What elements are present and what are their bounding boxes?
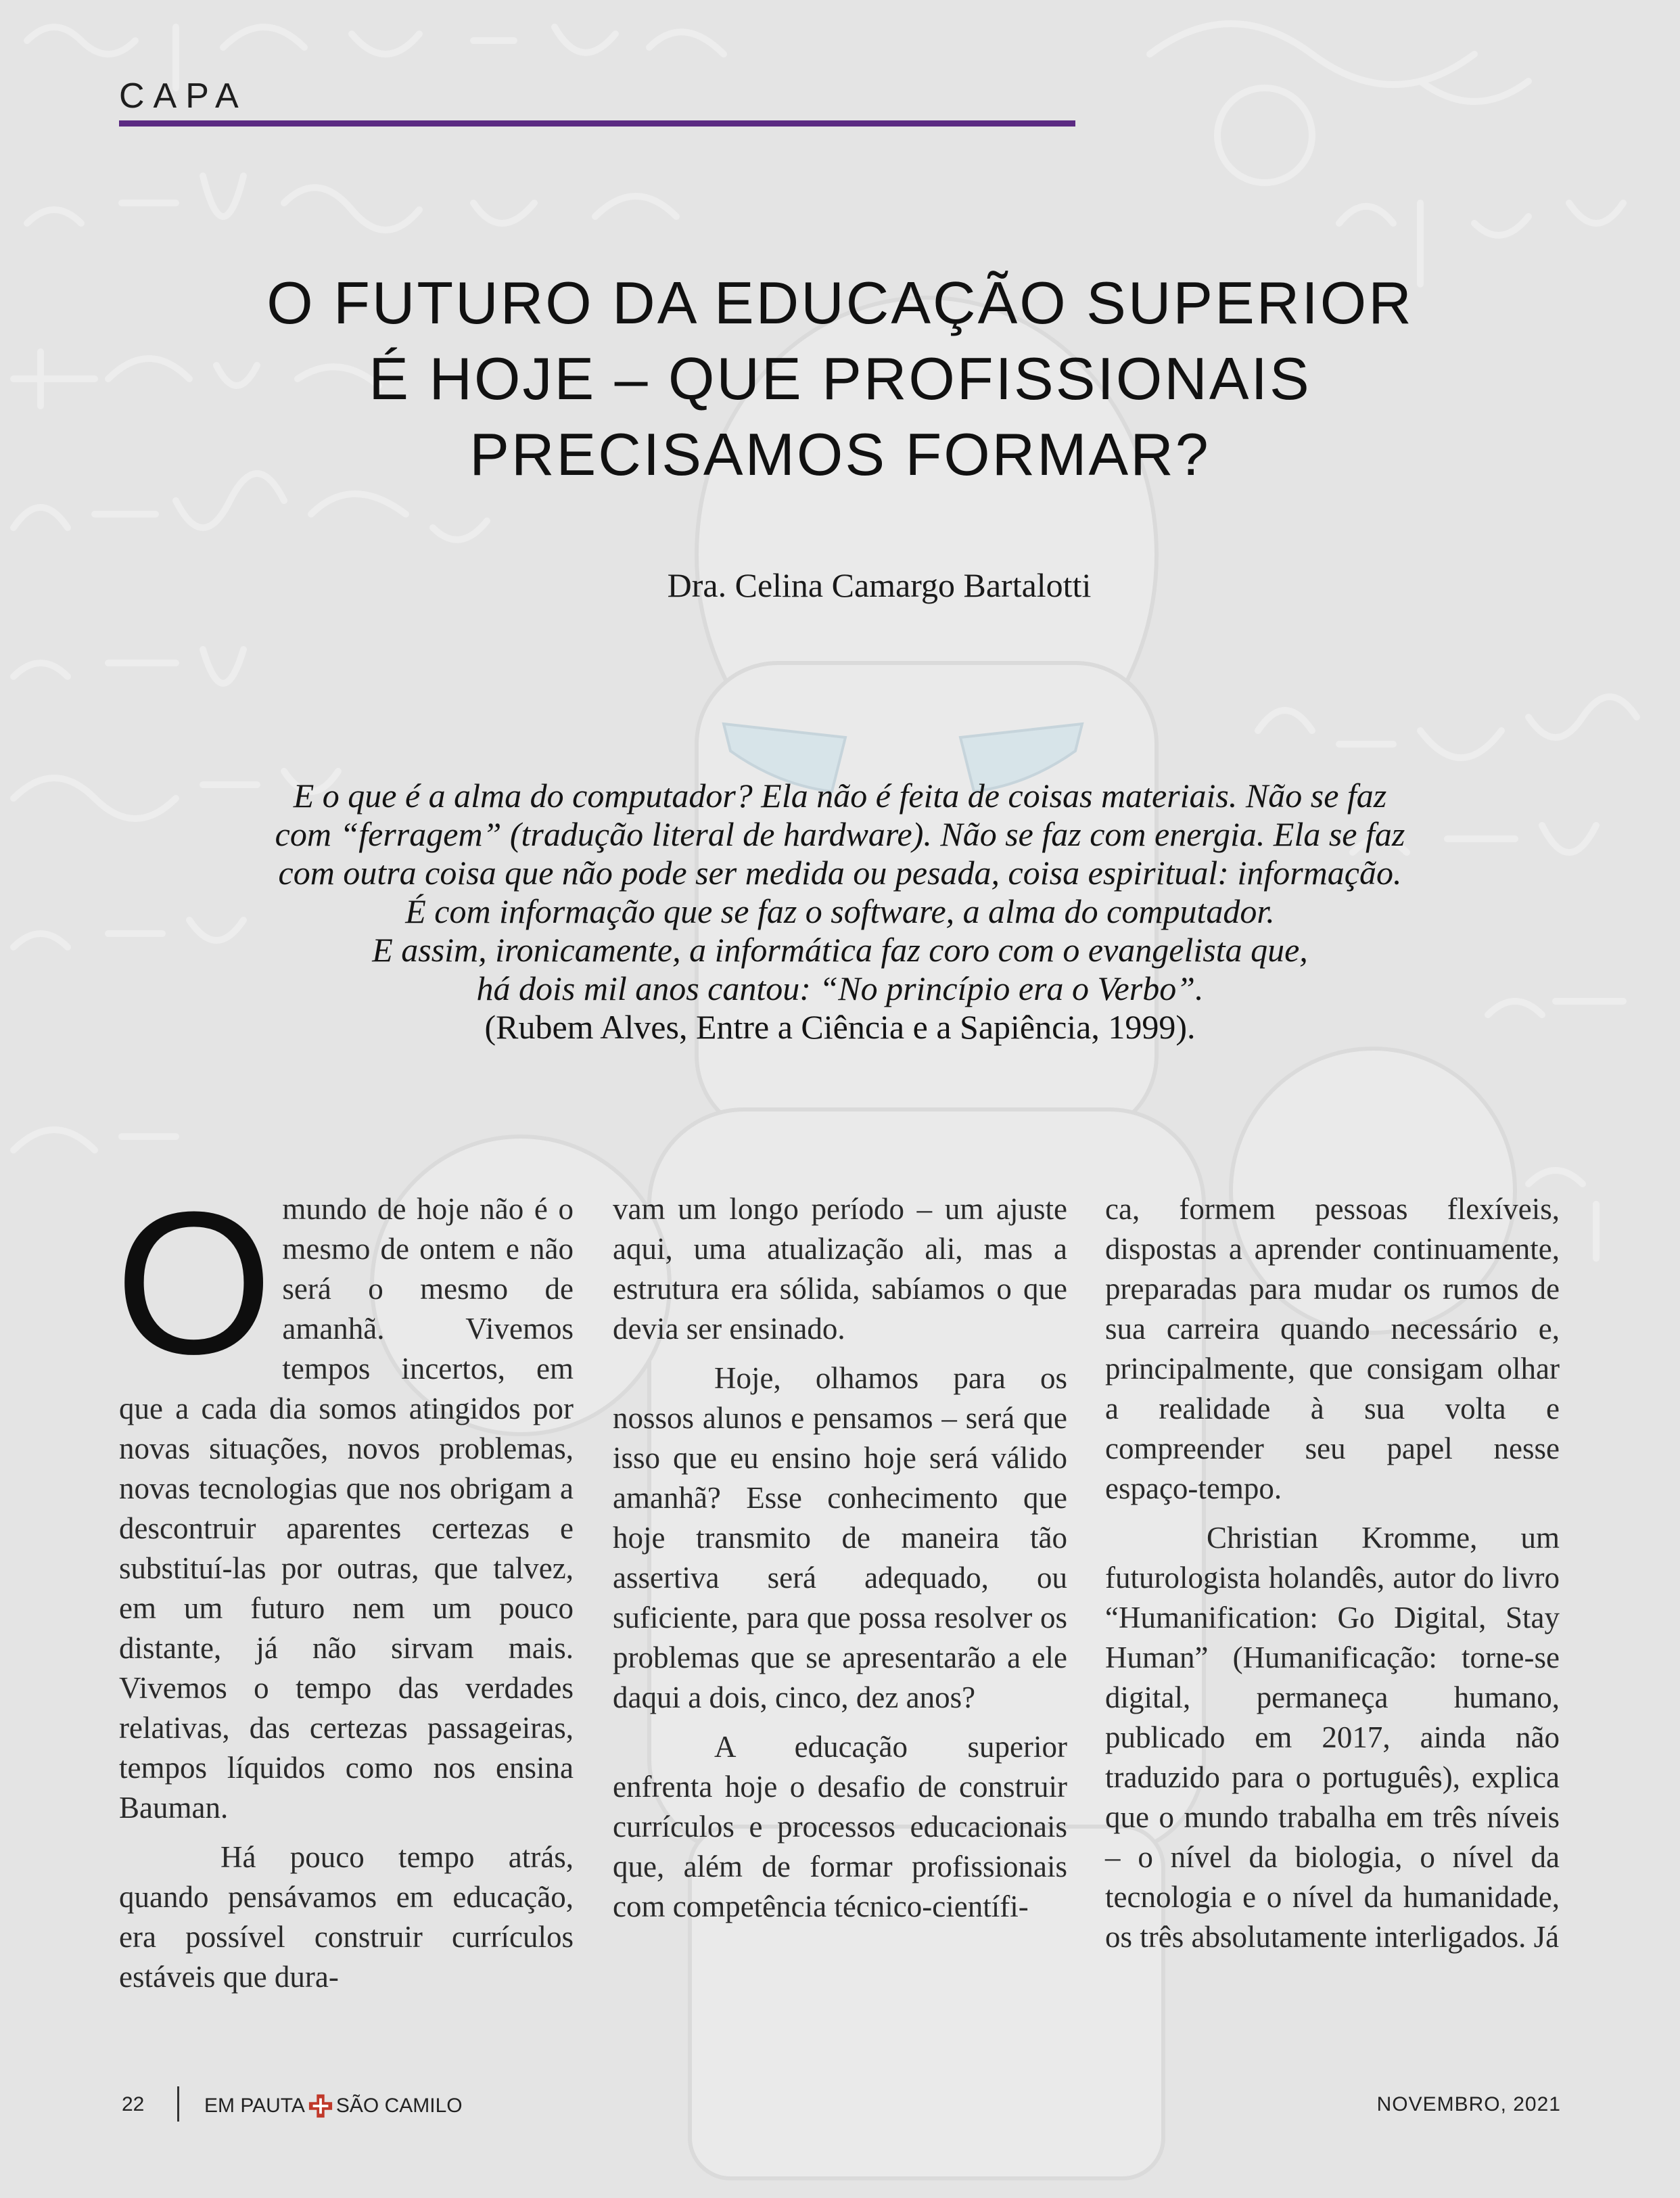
magazine-name-right: SÃO CAMILO: [335, 2094, 463, 2117]
body-paragraph: Christian Kromme, um futurologista holandês, autor do livro “Humanification: Go Digital, Stay Human” (Humanificação: torne-se digital, permaneça humano, publicado em 2017, ainda não traduzido para o português), explica que o mundo trabalha em três níveis – o nível da biologia, o nível da tecnologia e o nível da humanidade, os três absolutamente interligados. Já: [1105, 1521, 1560, 1954]
epigraph-line: com outra coisa que não pode ser medida ou pesada, coisa espiritual: informação.: [278, 854, 1402, 892]
section-label: CAPA: [119, 76, 248, 116]
body-column-1: [115, 1169, 574, 2007]
magazine-name: [204, 2093, 463, 2119]
epigraph-source: (Rubem Alves, Entre a Ciência e a Sapiência, 1999).: [484, 1008, 1196, 1046]
body-paragraph: vam um longo período – um ajuste aqui, uma atualização ali, mas a estrutura era sólida, sabíamos o que devia ser ensinado.: [613, 1192, 1067, 1346]
page-number: 22: [122, 2093, 145, 2115]
epigraph-line: É com informação que se faz o software, a alma do computador.: [405, 892, 1275, 930]
issue-date: NOVEMBRO, 2021: [1376, 2093, 1561, 2115]
author-byline: Dra. Celina Camargo Bartalotti: [667, 566, 1092, 604]
epigraph-line: com “ferragem” (tradução literal de hardware). Não se faz com energia. Ela se faz: [275, 815, 1405, 853]
body-paragraph: Hoje, olhamos para os nossos alunos e pensamos – será que isso que eu ensino hoje será válido amanhã? Esse conhecimento que hoje transmito de maneira tão assertiva será adequado, ou suficiente, para que possa resolver os problemas que se apresentarão a ele daqui a dois, cinco, dez anos?: [613, 1361, 1067, 1714]
title-line: O FUTURO DA EDUCAÇÃO SUPERIOR: [266, 269, 1414, 336]
magazine-name-left: EM PAUTA: [204, 2094, 305, 2117]
epigraph-line: E o que é a alma do computador? Ela não é feita de coisas materiais. Não se faz: [293, 777, 1387, 815]
title-line: É HOJE – QUE PROFISSIONAIS: [369, 345, 1311, 412]
body-paragraph: ca, formem pessoas flexíveis, dispostas a aprender continuamente, preparadas para mudar os rumos de sua carreira quando necessário e, principalmente, que consigam olhar a realidade à sua volta e compreender seu papel nesse espaço-tempo.: [1105, 1192, 1560, 1505]
body-paragraph-text: mundo de hoje não é o mesmo de ontem e não será o mesmo de amanhã. Vivemos tempos incertos, em que a cada dia somos atingidos por novas situações, novos problemas, novas tecnologias que nos obrigam a descontruir aparentes certezas e substituí-las por outras, que talvez, em um futuro nem um pouco distante, já não sirvam mais. Vivemos o tempo das verdades relativas, das certezas passageiras, tempos líquidos como nos ensina Bauman.: [119, 1192, 574, 1825]
footer-divider: [177, 2086, 179, 2122]
drop-cap: O: [115, 1169, 273, 1396]
cross-logo-icon: [308, 2093, 333, 2119]
section-rule: [119, 120, 1075, 127]
body-column-2: [613, 1189, 1067, 1936]
body-column-3: [1105, 1189, 1560, 1967]
article-title: [122, 265, 1558, 493]
epigraph: [108, 777, 1572, 1047]
title-line: PRECISAMOS FORMAR?: [469, 421, 1211, 488]
epigraph-line: há dois mil anos cantou: “No princípio era o Verbo”.: [476, 969, 1204, 1007]
body-paragraph: [115, 1169, 574, 1828]
body-paragraph: A educação superior enfrenta hoje o desafio de construir currículos e processos educacionais que, além de formar profissionais com competência técnico-científi-: [613, 1730, 1067, 1923]
body-paragraph: Há pouco tempo atrás, quando pensávamos em educação, era possível construir currículos estáveis que dura-: [119, 1840, 574, 1994]
epigraph-line: E assim, ironicamente, a informática faz coro com o evangelista que,: [372, 931, 1308, 969]
